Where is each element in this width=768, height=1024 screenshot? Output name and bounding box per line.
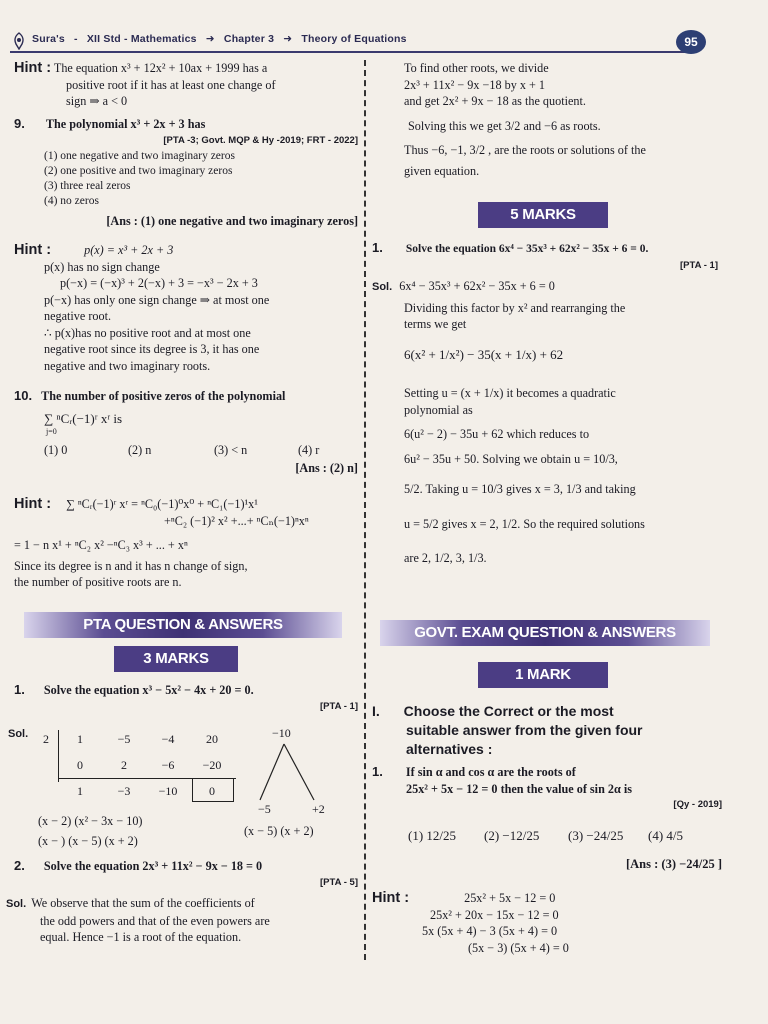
text-line: To find other roots, we divide (404, 61, 549, 75)
hint-line: = 1 − n x¹ + ⁿC₂ x² −ⁿC₃ x³ + ... + xⁿ (14, 538, 188, 552)
option-1: (1) 12/25 (408, 827, 457, 843)
banner-1-mark: 1 MARK (478, 662, 608, 688)
solution-line: u = 5/2 gives x = 2, 1/2. So the required solutions (404, 516, 645, 531)
section-line: Choose the Correct or the most (403, 703, 614, 719)
solution-line: terms we get (404, 317, 467, 331)
hint-line: ∴ p(x)has no positive root and at most one (44, 325, 251, 340)
solution-line: are 2, 1/2, 3, 1/3. (404, 551, 487, 565)
answer-text: [Ans : (2) n] (295, 461, 358, 475)
hint-block-right (372, 890, 722, 956)
table-cell: 1 (77, 732, 83, 746)
question-number: 2. (14, 858, 25, 873)
hint-label: Hint : (14, 60, 52, 76)
banner-govt-exam: GOVT. EXAM QUESTION & ANSWERS (380, 620, 710, 646)
column-divider (364, 60, 366, 960)
source-tag: [Qy - 2019] (673, 799, 722, 810)
hint-line: ∑ ⁿCᵣ(−1)ʳ xʳ = ⁿC₀(−1)⁰x⁰ + ⁿC₁(−1)¹x¹ (66, 497, 258, 511)
hint-line: p(−x) = (−x)³ + 2(−x) + 3 = −x³ − 2x + 3 (60, 276, 258, 290)
question-text: Solve the equation 6x⁴ − 35x³ + 62x² − 35x + 6 = 0. (405, 243, 649, 255)
hint-line: p(x) = x³ + 2x + 3 (84, 243, 174, 257)
sura-logo-icon (12, 32, 26, 50)
option-3: (3) −24/25 (568, 827, 624, 843)
header-text: Sura's - XII Std - Mathematics ➜ Chapter 3 ➜ Theory of Equations (32, 33, 407, 45)
continuation-block (372, 60, 722, 179)
question-number: 10. (14, 388, 33, 403)
factor-line-3: (x − 5) (x + 2) (244, 824, 314, 838)
option-3: (3) < n (214, 443, 248, 457)
solution-line: 6x⁴ − 35x³ + 62x² − 35x + 6 = 0 (399, 279, 555, 293)
table-cell: −20 (202, 758, 222, 772)
question-number: 1. (372, 764, 383, 779)
tree-top: −10 (272, 726, 291, 740)
question-number: 9. (14, 116, 25, 131)
divisor: 2 (43, 732, 49, 746)
options-row (372, 822, 722, 852)
hint-line: negative root since its degree is 3, it has one (44, 342, 260, 356)
question-10 (14, 388, 358, 477)
hint-line: negative root. (44, 309, 112, 323)
table-cell: −5 (117, 732, 131, 746)
option-1: (1) one negative and two imaginary zeros (44, 150, 235, 162)
hint-line: the number of positive roots are n. (14, 575, 182, 589)
solution-line: polynomial as (404, 402, 473, 417)
question-9 (14, 116, 358, 230)
table-cell: 0 (77, 758, 83, 772)
hint-label: Hint : (372, 890, 410, 906)
solution-label: Sol. (8, 728, 29, 740)
factor-line-2: (x − ) (x − 5) (x + 2) (38, 834, 138, 848)
banner-5-marks: 5 MARKS (478, 202, 608, 228)
solution-line: Dividing this factor by x² and rearranging the (404, 300, 626, 315)
hint-line: negative and two imaginary roots. (44, 358, 211, 373)
table-cell: 1 (77, 784, 83, 798)
hint-line: p(x) has no sign change (44, 259, 160, 274)
hint-label: Hint : (14, 496, 52, 512)
section-line: alternatives : (406, 741, 493, 757)
solution-line: 6(x² + 1/x²) − 35(x + 1/x) + 62 (404, 346, 564, 362)
table-cell: −10 (158, 784, 178, 798)
source-tag: [PTA - 1] (320, 700, 358, 712)
hint-line: positive root if it has at least one change of (66, 77, 276, 92)
banner-pta: PTA QUESTION & ANSWERS (24, 612, 342, 638)
text-line: Solving this we get 3/2 and −6 as roots. (408, 118, 601, 133)
header-std: XII Std - Mathematics (86, 33, 197, 45)
pta-question-1 (14, 682, 358, 715)
option-4: (4) r (298, 443, 320, 457)
source-tag: [PTA - 1] (680, 259, 718, 271)
text-line: Thus −6, −1, 3/2 , are the roots or solutions of the (404, 143, 646, 157)
question-text: Solve the equation x³ − 5x² − 4x + 20 = 0. (43, 683, 254, 697)
option-4: (4) 4/5 (648, 827, 684, 843)
answer-text: [Ans : (3) −24/25 ] (625, 856, 722, 871)
one-mark-question-1 (372, 764, 722, 872)
page-number-badge: 95 (676, 30, 706, 54)
option-1: (1) 0 (44, 443, 68, 457)
question-text: The number of positive zeros of the polynomial (41, 389, 286, 403)
section-number: I. (372, 703, 380, 719)
hint-line: sign ⇒ a < 0 (66, 94, 128, 108)
table-cell: −3 (117, 784, 131, 798)
option-2: (2) −12/25 (484, 827, 540, 843)
solution-label: Sol. (6, 898, 27, 910)
sum-expression: ∑ ⁿCᵣ(−1)ʳ xʳ is (44, 410, 123, 426)
banner-3-marks: 3 MARKS (114, 646, 238, 672)
question-text: The polynomial x³ + 2x + 3 has (45, 117, 206, 131)
option-4: (4) no zeros (44, 195, 99, 207)
source-tag: [PTA - 5] (320, 876, 358, 888)
table-cell: 2 (121, 758, 127, 772)
question-text: 25x² + 5x − 12 = 0 then the value of sin 2α is (406, 781, 632, 796)
page-header (0, 24, 768, 60)
solution-line: 6(u² − 2) − 35u + 62 which reduces to (404, 427, 590, 441)
section-instructions (372, 702, 722, 759)
table-cell: 0 (209, 784, 215, 798)
solution-line: Setting u = (x + 1/x) it becomes a quadratic (404, 386, 616, 400)
solution-line: We observe that the sum of the coefficients of (31, 896, 255, 910)
tree-right: +2 (312, 802, 325, 816)
hint-line: (5x − 3) (5x + 4) = 0 (468, 940, 569, 955)
hint-line: p(−x) has only one sign change ⇒ at most one (44, 292, 270, 307)
option-3: (3) three real zeros (44, 180, 131, 192)
factor-tree (252, 742, 332, 804)
hint-block-1 (14, 60, 358, 110)
hint-block-3 (14, 496, 358, 591)
table-cell: −4 (161, 732, 175, 746)
hint-line: 25x² + 5x − 12 = 0 (464, 891, 556, 905)
solution-label: Sol. (372, 281, 393, 293)
text-line: 2x³ + 11x² − 9x −18 by x + 1 (404, 77, 545, 92)
answer-text: [Ans : (1) one negative and two imaginary zeros] (106, 214, 358, 228)
five-mark-question-1 (372, 240, 718, 567)
question-number: 1. (14, 682, 25, 697)
table-cell: 20 (206, 732, 218, 746)
hint-line: 5x (5x + 4) − 3 (5x + 4) = 0 (422, 924, 558, 938)
text-line: given equation. (404, 163, 480, 178)
tree-left: −5 (258, 802, 271, 816)
header-title: Theory of Equations (301, 33, 407, 45)
solution-line: the odd powers and that of the even powers are (40, 913, 270, 928)
hint-label: Hint : (14, 242, 52, 258)
hint-line: 25x² + 20x − 15x − 12 = 0 (430, 907, 559, 922)
header-rule (10, 51, 686, 53)
solution-line: 6u² − 35u + 50. Solving we obtain u = 10/3, (404, 451, 618, 466)
question-text: If sin α and cos α are the roots of (405, 765, 576, 779)
solution-line: 5/2. Taking u = 10/3 gives x = 3, 1/3 and taking (404, 482, 636, 496)
question-number: 1. (372, 240, 383, 255)
sum-limits: j=0 (46, 427, 57, 436)
options-row (14, 442, 358, 460)
section-line: suitable answer from the given four (406, 722, 643, 738)
question-text: Solve the equation 2x³ + 11x² − 9x − 18 = 0 (43, 859, 263, 873)
source-tag: [PTA -3; Govt. MQP & Hy -2019; FRT - 2022] (163, 134, 358, 146)
option-2: (2) n (128, 443, 152, 457)
hint-line: +ⁿC₂ (−1)² x² +...+ ⁿCₙ(−1)ⁿxⁿ (164, 513, 309, 528)
header-brand: Sura's (32, 33, 65, 45)
table-cell: −6 (161, 758, 175, 772)
solution-line: equal. Hence −1 is a root of the equation. (40, 930, 242, 944)
pta-question-2 (6, 858, 358, 946)
factor-line-1: (x − 2) (x² − 3x − 10) (38, 814, 143, 828)
header-chapter: Chapter 3 (223, 33, 275, 45)
hint-line: Since its degree is n and it has n change of sign, (14, 558, 248, 573)
option-2: (2) one positive and two imaginary zeros (44, 165, 233, 177)
hint-line: The equation x³ + 12x² + 10ax + 1999 has a (53, 61, 268, 75)
synthetic-division-table (30, 730, 240, 806)
text-line: and get 2x² + 9x − 18 as the quotient. (404, 94, 586, 108)
hint-block-2 (14, 242, 358, 374)
